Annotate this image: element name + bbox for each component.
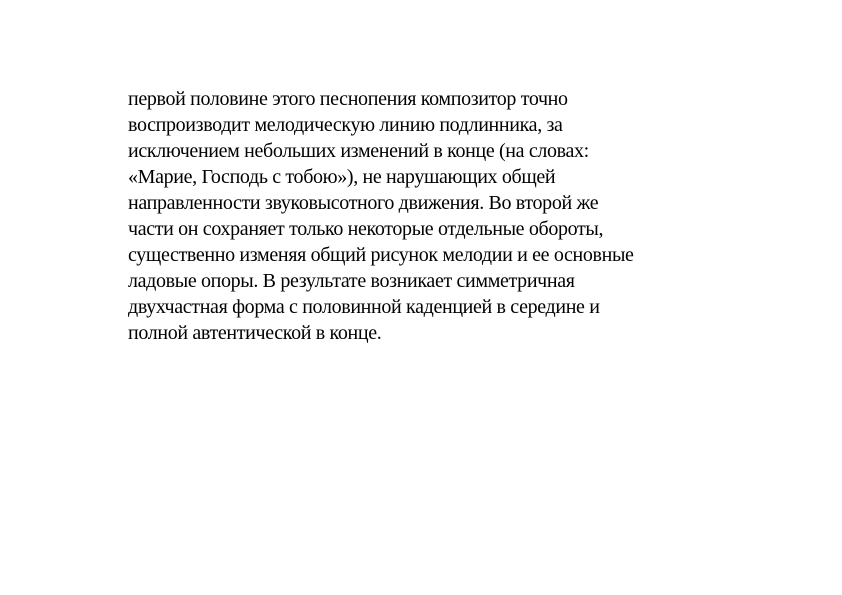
paragraph-line: воспроизводит мелодическую линию подлинника, за (128, 114, 563, 136)
paragraph-line: «Марие, Господь с тобою»), не нарушающих общей (128, 166, 556, 188)
paragraph-line: существенно изменяя общий рисунок мелодии и ее основные (128, 244, 634, 266)
body-paragraph (128, 86, 728, 346)
paragraph-line: двухчастная форма с половинной каденцией в середине и (128, 296, 600, 318)
paragraph-line: первой половине этого песнопения композитор точно (128, 88, 568, 110)
paragraph-line: ладовые опоры. В результате возникает симметричная (128, 270, 575, 292)
paragraph-line: полной автентической в конце. (128, 322, 382, 344)
paragraph-line: части он сохраняет только некоторые отдельные обороты, (128, 218, 604, 240)
paragraph-line: исключением небольших изменений в конце (на словах: (128, 140, 589, 162)
paragraph-line: направленности звуковысотного движения. Во второй же (128, 192, 599, 214)
